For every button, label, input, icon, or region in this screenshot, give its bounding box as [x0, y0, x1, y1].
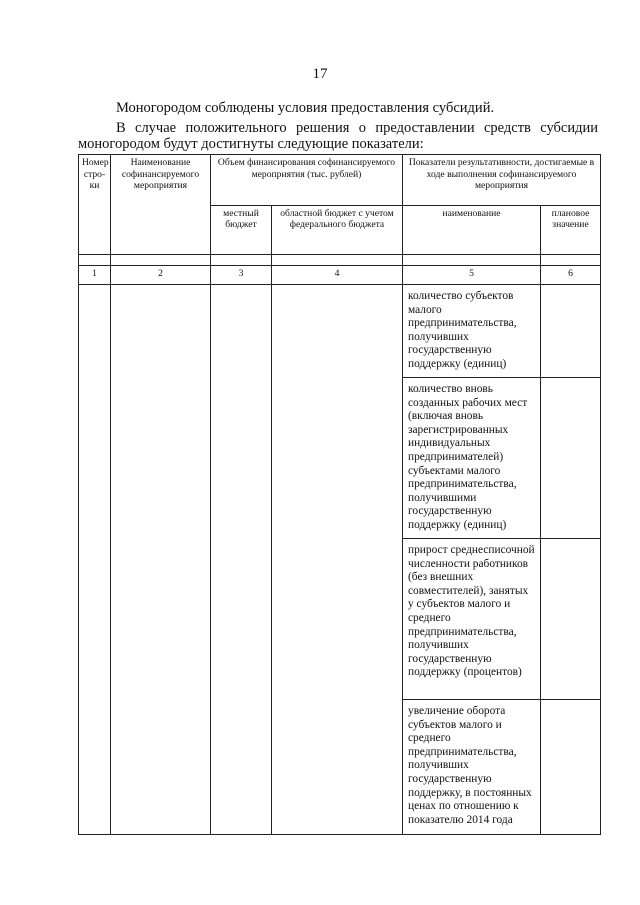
header-planned-value: плановое значение: [541, 205, 601, 255]
column-number: 5: [403, 266, 541, 285]
header-indicator-name: наименование: [403, 205, 541, 255]
column-number: 4: [272, 266, 403, 285]
cell-row-number: [79, 285, 111, 835]
column-number: 6: [541, 266, 601, 285]
indicator-name-cell: количество вновь созданных рабочих мест (включая вновь зарегистрированных индивидуальных предпринимателей) субъектами малого предпринимательства, получившими государственную поддержку (единиц): [403, 378, 541, 539]
planned-value-cell: [541, 285, 601, 378]
cell-local-budget: [211, 285, 272, 835]
page-number: 17: [312, 66, 328, 82]
spacer-row: [79, 255, 601, 266]
header-financing: Объем финансирования софинансируемого мероприятия (тыс. рублей): [211, 155, 403, 206]
paragraph-conditions: Моногородом соблюдены условия предоставления субсидий.: [116, 100, 495, 116]
column-number: 1: [79, 266, 111, 285]
column-number: 3: [211, 266, 272, 285]
header-local-budget: местный бюджет: [211, 205, 272, 255]
header-event-name: Наименование софинансируемого мероприятия: [111, 155, 211, 255]
planned-value-cell: [541, 539, 601, 700]
header-regional-budget: областной бюджет с учетом федерального бюджета: [272, 205, 403, 255]
header-indicators: Показатели результативности, достигаемые в ходе выполнения софинансируемого мероприятия: [403, 155, 601, 206]
column-number: 2: [111, 266, 211, 285]
cell-regional-budget: [272, 285, 403, 835]
planned-value-cell: [541, 700, 601, 835]
paragraph-indicators-intro: моногородом будут достигнуты следующие показатели:: [78, 136, 424, 152]
cell-event-name: [111, 285, 211, 835]
indicator-name-cell: увеличение оборота субъектов малого и среднего предпринимательства, получивших государственную поддержку, в постоянных ценах по отношению к показателю 2014 года: [403, 700, 541, 835]
indicators-table: [78, 154, 601, 835]
column-number-row: [79, 266, 601, 285]
indicator-name-cell: прирост среднесписочной численности работников (без внешних совместителей), занятых у субъектов малого и среднего предпринимательства, получивших государственную поддержку (процентов): [403, 539, 541, 700]
header-row-1: [79, 155, 601, 206]
planned-value-cell: [541, 378, 601, 539]
paragraph-decision: В случае положительного решения о предоставлении средств субсидии: [116, 120, 598, 136]
table-row: [79, 285, 601, 378]
header-row-number: Номер стро-ки: [79, 155, 111, 255]
indicator-name-cell: количество субъектов малого предпринимательства, получивших государственную поддержку (единиц): [403, 285, 541, 378]
